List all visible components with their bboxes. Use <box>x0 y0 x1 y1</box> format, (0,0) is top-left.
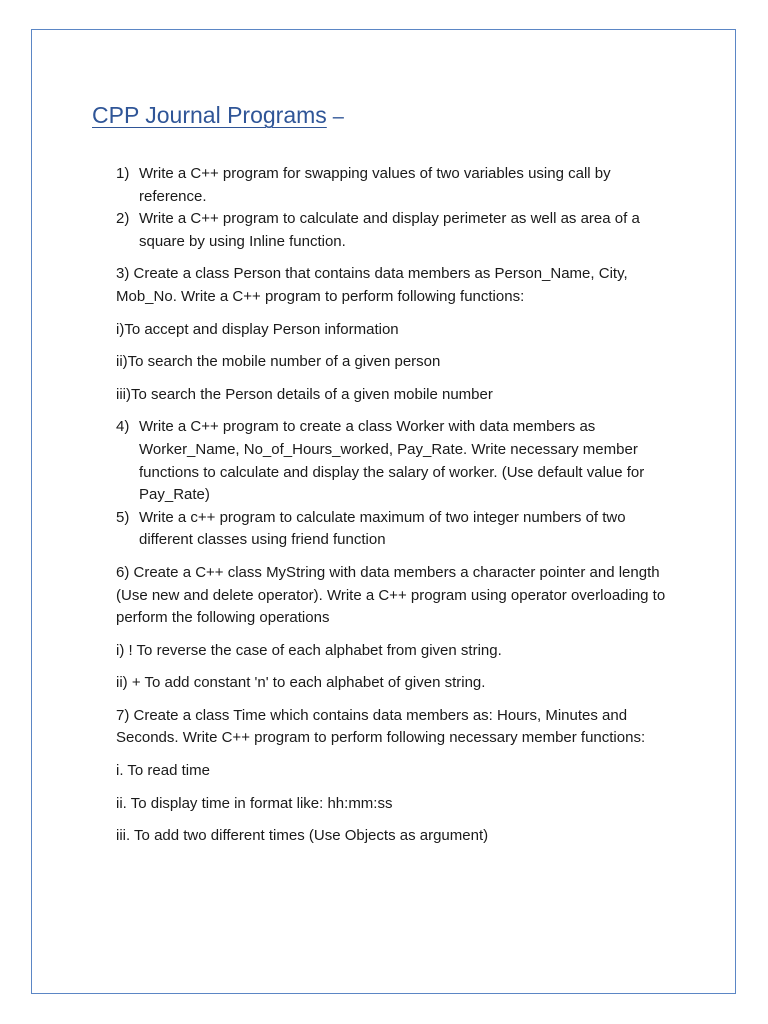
item-number: 1) <box>116 165 130 182</box>
item-text: Write a C++ program for swapping values of two variables using call by reference. <box>139 165 611 205</box>
program-item-7-sub-i: i. To read time <box>116 762 210 780</box>
program-item-3-sub-iii: iii)To search the Person details of a given mobile number <box>116 385 493 403</box>
program-item-7: 7) Create a class Time which contains data members as: Hours, Minutes and Seconds. Write C++ program to perform following necessary member functions: <box>116 706 646 747</box>
item-number: 5) <box>116 508 130 526</box>
program-item-6-sub-i: i) ! To reverse the case of each alphabet from given string. <box>116 641 502 659</box>
program-item-6-sub-ii: ii) + To add constant 'n' to each alphabet of given string. <box>116 674 486 692</box>
program-item-6: 6) Create a C++ class MyString with data members a character pointer and length (Use new and delete operator). Write a C++ program using operator overloading to perform the following operations <box>116 563 666 627</box>
program-item-7-sub-iii: iii. To add two different times (Use Objects as argument) <box>116 827 489 845</box>
program-item-3-sub-ii: ii)To search the mobile number of a given person <box>116 353 441 371</box>
program-item-1 <box>116 163 676 208</box>
program-list <box>116 163 676 848</box>
program-item-3: 3) Create a class Person that contains data members as Person_Name, City, Mob_No. Write a C++ program to perform following functions: <box>116 265 628 305</box>
program-item-3-sub-i: i)To accept and display Person information <box>116 320 399 338</box>
page-title: CPP Journal Programs <box>92 102 327 128</box>
program-item-5 <box>116 507 676 552</box>
item-text: Write a c++ program to calculate maximum of two integer numbers of two different classes using friend function <box>139 508 626 549</box>
item-number: 2) <box>116 210 130 228</box>
item-text: Write a C++ program to calculate and display perimeter as well as area of a square by using Inline function. <box>139 210 640 250</box>
title-row <box>92 102 344 136</box>
program-item-7-sub-ii: ii. To display time in format like: hh:mm:ss <box>116 794 393 812</box>
program-item-2 <box>116 208 676 253</box>
title-dash: – <box>332 106 344 128</box>
program-item-4 <box>116 416 676 506</box>
item-text: Write a C++ program to create a class Worker with data members as Worker_Name, No_of_Hours_worked, Pay_Rate. Write necessary member functions to calculate and display the salary of worker. (Use default value for Pay_Rate) <box>139 418 645 504</box>
item-number: 4) <box>116 418 130 436</box>
